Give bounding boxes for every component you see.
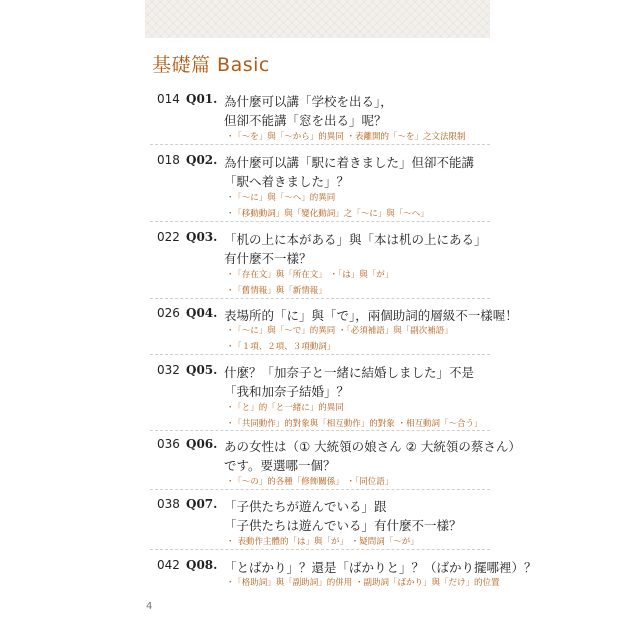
note-text: 「１項、２項、３項動詞」 [237,342,336,352]
divider [150,549,490,550]
bullet-icon: ・ [226,132,235,142]
question-id: Q04. [186,306,218,320]
bullet-icon: ・ [226,578,235,588]
question-line: 表場所的「に」與「で」，兩個助詞的層級不一樣喔！ [224,308,518,323]
note-text: 「舊情報」與「新情報」 [237,286,327,296]
note-text: 「と」的「と一緒に」的異同 [237,403,344,413]
note-line [226,576,499,588]
question-line: 「子供たちが遊んでいる」跟 [224,499,387,514]
note-text: 「～を」與「～から」的異同 ・表離開的「～を」之文法限制 [237,132,466,142]
header-band [145,0,490,38]
note-line [226,340,335,352]
question-line: 為什麼可以講「駅に着きました」但卻不能講 [224,155,475,170]
divider [150,489,490,490]
note-line [226,417,482,429]
note-line [226,130,465,142]
note-line [226,284,327,296]
question-id: Q08. [186,558,218,572]
question-id: Q02. [186,153,218,167]
section-heading: 基礎篇 Basic [152,54,270,76]
question-id: Q03. [186,230,218,244]
bullet-icon: ・ [226,342,235,352]
question-line: 「駅へ着きました」？ [224,174,350,189]
page-ref: 014 [157,92,180,106]
divider [150,221,490,222]
page-ref: 022 [157,230,180,244]
bullet-icon: ・ [226,419,235,429]
question-id: Q01. [186,92,218,106]
divider [150,298,490,299]
note-line [226,535,419,547]
question-line: 但卻不能講「窓を出る」呢？ [224,113,387,128]
bullet-icon: ・ [226,326,235,336]
note-text: 「格助詞」與「副助詞」的併用 ・副助詞「ばかり」與「だけ」的位置 [237,578,500,588]
page-ref: 018 [157,153,180,167]
question-line: です。要選哪一個？ [224,458,336,473]
question-line: 「机の上に本がある」與「本は机の上にある」 [224,232,487,247]
note-text: 「共同動作」的對象與「相互動作」的對象 ・相互動詞「～合う」 [237,419,483,429]
divider [150,354,490,355]
page-number: 4 [146,601,153,612]
page-ref: 042 [157,558,180,572]
question-id: Q05. [186,363,218,377]
note-line [226,324,453,336]
question-line: 「我和加奈子結婚」？ [224,384,350,399]
note-text: 表動作主體的「は」與「が」 ・疑問詞「～が」 [237,537,419,547]
page-ref: 032 [157,363,180,377]
note-text: 「～に」與「～で」的異同 ・「必須補語」與「副次補語」 [237,326,453,336]
bullet-icon: ・ [226,537,235,547]
note-line [226,207,429,219]
question-line: 什麼？「加奈子と一緒に結婚しました」不是 [224,365,475,380]
bullet-icon: ・ [226,270,235,280]
note-line [226,401,344,413]
bullet-icon: ・ [226,209,235,219]
question-id: Q06. [186,437,218,451]
note-text: 「存在文」與「所在文」 ・「は」與「が」 [237,270,394,280]
bullet-icon: ・ [226,193,235,203]
note-text: 「～の」的各種「修飾關係」 ・「同位語」 [237,477,394,487]
note-line [226,475,393,487]
note-text: 「移動動詞」與「變化動詞」之「～に」與「～へ」 [237,209,429,219]
question-line: 「子供たちは遊んでいる」有什麼不一樣？ [224,518,462,533]
divider [150,144,490,145]
note-text: 「～に」與「～へ」的異同 [237,193,336,203]
question-id: Q07. [186,497,218,511]
question-line: あの女性は（① 大統領の娘さん ② 大統領の蔡さん） [224,439,521,454]
note-line [226,191,335,203]
page-ref: 026 [157,306,180,320]
question-line: 為什麼可以講「学校を出る」， [224,94,393,109]
bullet-icon: ・ [226,286,235,296]
question-line: 「とばかり」？還是「ばかりと」？（ばかり擺哪裡）？ [224,560,537,575]
bullet-icon: ・ [226,477,235,487]
page-ref: 038 [157,497,180,511]
note-line [226,268,393,280]
divider [150,430,490,431]
page-ref: 036 [157,437,180,451]
question-line: 有什麼不一樣？ [224,251,312,266]
bullet-icon: ・ [226,403,235,413]
